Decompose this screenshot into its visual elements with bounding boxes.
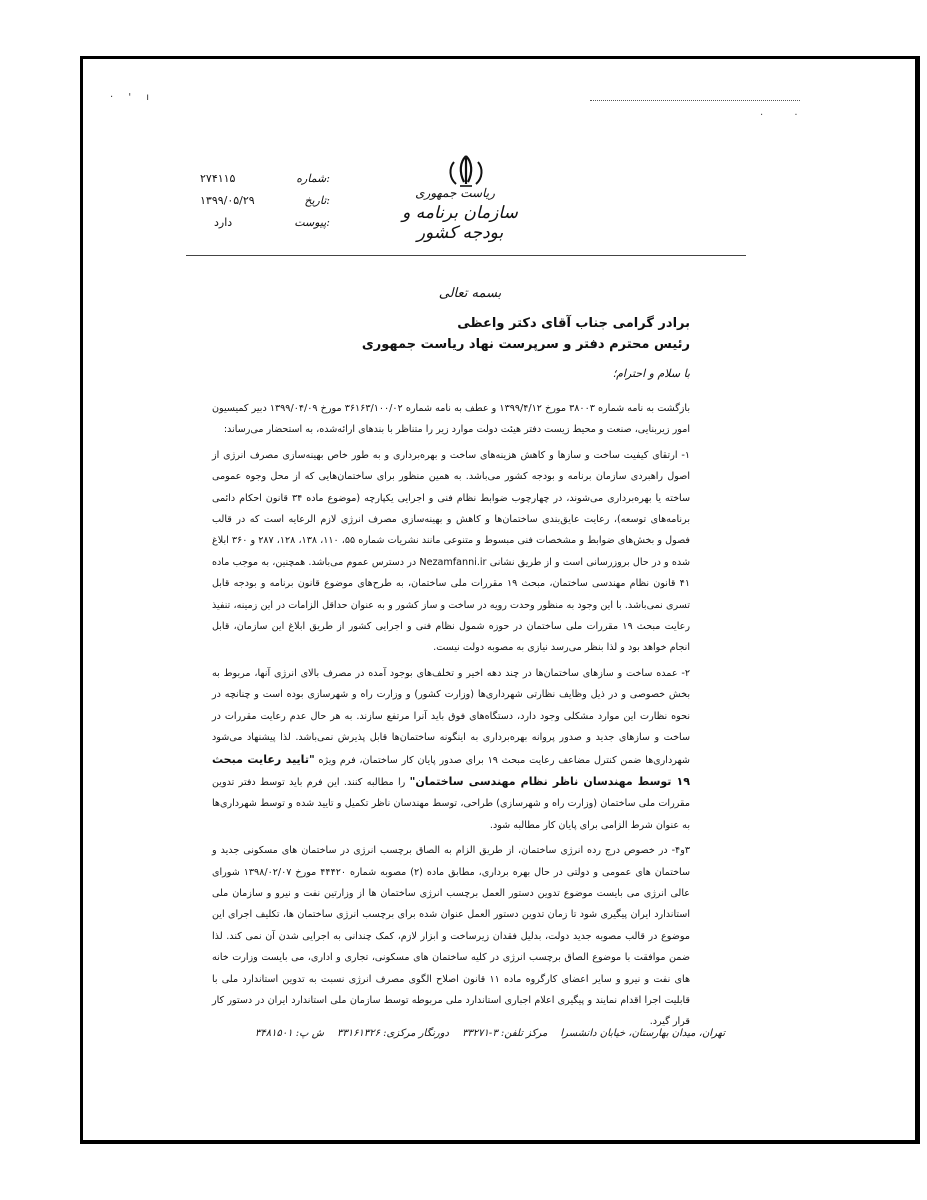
letter-attachment: دارد (214, 216, 233, 229)
footer-postal-code: ش پ: ۳۴۸۱۵۰۱ (255, 1028, 324, 1039)
letter-footer (255, 1028, 725, 1039)
greeting: با سلام و احترام؛ (612, 367, 690, 380)
letter-date-label: تاریخ: (304, 194, 330, 207)
footer-address: تهران، میدان بهارستان، خیابان دانشسرا (560, 1028, 725, 1039)
basmala: بسمه تعالی (438, 286, 502, 301)
paragraph-1: ۱- ارتقای کیفیت ساخت و سازها و کاهش هزینه‌های ساخت و بهره‌برداری و به طور خاص بهینه‌سازی مصرف انرژی از اصول راهبردی سازمان برنامه و بودجه کشور می‌باشد. به همین منظور برای ساختمان‌هایی که از محل وجوه عمومی ساخته یا بهره‌برداری می‌شوند، در چهارچوب ضوابط نظام فنی و اجرایی یکپارچه (موضوع ماده ۳۴ قانون احکام دائمی برنامه‌های توسعه)، رعایت عایق‌بندی ساختمان‌ها و کاهش و بهینه‌سازی مصرف انرژی لازم الرعایه است که در قالب فصول و بخش‌های ضوابط و مشخصات فنی مبسوط و متنوعی مانند نشریات شماره ۵۵، ۱۱۰، ۱۳۸، ۱۲۸، ۲۸۷ و ۳۶۰ ابلاغ شده و در حال بروزرسانی است و از طریق نشانی Nezamfanni.ir در دسترس عموم می‌باشد. همچنین، به موجب ماده ۴۱ قانون نظام مهندسی ساختمان، مبحث ۱۹ مقررات ملی ساختمان، به طرح‌های موضوع قانون برنامه و بودجه قابل تسری نمی‌باشد. با این وجود به منظور وحدت رویه در ساخت و ساز کشور و به عنوان حداقل الزامات در این زمینه، تنفیذ رعایت مبحث ۱۹ مقررات ملی ساختمان در حوزه شمول نظام فنی و اجرایی کشور از طریق ابلاغ این سازمان، قابل انجام خواهد بود و لذا بنظر می‌رسد نیازی به مصوبه دولت نیست. (212, 449, 690, 654)
scan-border-left (80, 56, 83, 1144)
letter-meta (200, 172, 330, 238)
scan-border-bottom (80, 1140, 920, 1144)
scan-border-top (80, 56, 920, 59)
scan-specks: · ' ı (110, 92, 156, 103)
scan-dots: · · (760, 110, 812, 121)
recipient-line-1: برادر گرامی جناب آقای دکتر واعظی (457, 316, 690, 331)
letter-number-label: شماره: (296, 172, 330, 185)
org-name-presidency: ریاست جمهوری (415, 186, 495, 200)
meta-number-row (200, 172, 330, 194)
header-divider (186, 255, 746, 256)
meta-attachment-row (200, 216, 330, 238)
letter-attachment-label: پیوست: (294, 216, 330, 229)
paragraph-3: ۳و۴- در خصوص درج رده انرژی ساختمان، از طریق الزام به الصاق برچسب انرژی در ساختمان های مسکونی جدید و ساختمان های عمومی و دولتی در حال بهره برداری، مطابق ماده (۲) مصوبه شماره ۴۴۴۲۰ مورخ ۱۳۹۸/۰۲/۰۷ شورای عالی انرژی می بایست موضوع تدوین دستور العمل برچسب انرژی ساختمان ها از وزارتین نفت و نیرو و سازمان ملی استاندارد ایران پیگیری شود تا زمان تدوین دستور العمل عنوان شده برای برچسب انرژی ساختمان ها، تکلیف اجرای این موضوع در قالب مصوبه جدید دولت، بدلیل فقدان زیرساخت و ابزار لازم، کمک چندانی به اجرایی شدن آن نمی کند. لذا ضمن موافقت با موضوع الصاق برچسب انرژی در کلیه ساختمان های مسکونی، تجاری و اداری، می بایست وزارت خانه های نفت و نیرو و سایر اعضای کارگروه ماده ۱۱ قانون اصلاح الگوی مصرف انرژی نسبت به تدوین استاندارد ملی با قابلیت اجرا اقدام نمایند و پیگیری اعلام اجباری استاندارد ملی مربوطه توسط سازمان ملی استاندارد ایران در دستور کار قرار گیرد. (212, 845, 690, 1028)
footer-fax: دورنگار مرکزی: ۳۳۱۶۱۳۲۶ (337, 1028, 449, 1039)
meta-date-row (200, 194, 330, 216)
org-name-budget: سازمان برنامه و بودجه کشور (402, 203, 518, 243)
intro-paragraph: بازگشت به نامه شماره ۳۸۰۰۳ مورخ ۱۳۹۹/۴/۱۲ و عطف به نامه شماره ۳۶۱۶۳/۱۰۰/۰۲ مورخ ۱۳۹۹/۰۴/۰۹ دبیر کمیسیون امور زیربنایی، صنعت و محیط زیست دفتر هیئت دولت موارد زیر را متناظر با بندهای ارائه‌شده، به استحضار می‌رساند: (212, 403, 690, 436)
paragraph-2 (212, 663, 690, 836)
recipient-line-2: رئیس محترم دفتر و سرپرست نهاد ریاست جمهوری (361, 337, 690, 352)
letter-date: ۱۳۹۹/۰۵/۲۹ (200, 194, 255, 207)
top-dotted-rule (590, 100, 800, 102)
letter-number: ۲۷۴۱۱۵ (200, 172, 236, 185)
paragraph-2-bold-form: "تایید رعایت مبحث ۱۹ توسط مهندسان ناظر نظام مهندسی ساختمان" (212, 752, 690, 788)
letter-body (212, 398, 690, 1037)
scan-border-right (915, 56, 920, 1144)
paragraph-2-part-a: ۲- عمده ساخت و سازهای ساختمان‌ها در چند دهه اخیر و تخلف‌های بوجود آمده در مصرف بالای انرژی آنها، مربوط به بخش خصوصی و در ذیل وظایف نظارتی شهرداری‌ها (وزارت کشور) و وزارت راه و شهرسازی بوده است و چنانچه در نحوه نظارت این موارد مشکلی وجود دارد، دستگاه‌های فوق باید آنرا مرتفع سازند. به هر حال عدم رعایت مقررات در ساخت و سازهای جدید و صدور پروانه بهره‌برداری به اینگونه ساختمان‌ها قابل پذیرش نمی‌باشد. لذا پیشنهاد می‌شود شهرداری‌ها ضمن کنترل مضاعف رعایت مبحث ۱۹ برای صدور پایان کار ساختمان، فرم ویژه (212, 667, 690, 766)
footer-phone: مرکز تلفن: ۳-۳۳۲۷۱ (462, 1028, 548, 1039)
paragraph-2-part-b: را مطالبه کنند. این فرم باید توسط دفتر تدوین مقررات ملی ساختمان (وزارت راه و شهرسازی) طراحی، توسط مهندسان ناظر تکمیل و تایید شده و توسط شهرداری‌ها به عنوان شرط الزامی برای پایان کار مطالبه شود. (212, 776, 690, 831)
